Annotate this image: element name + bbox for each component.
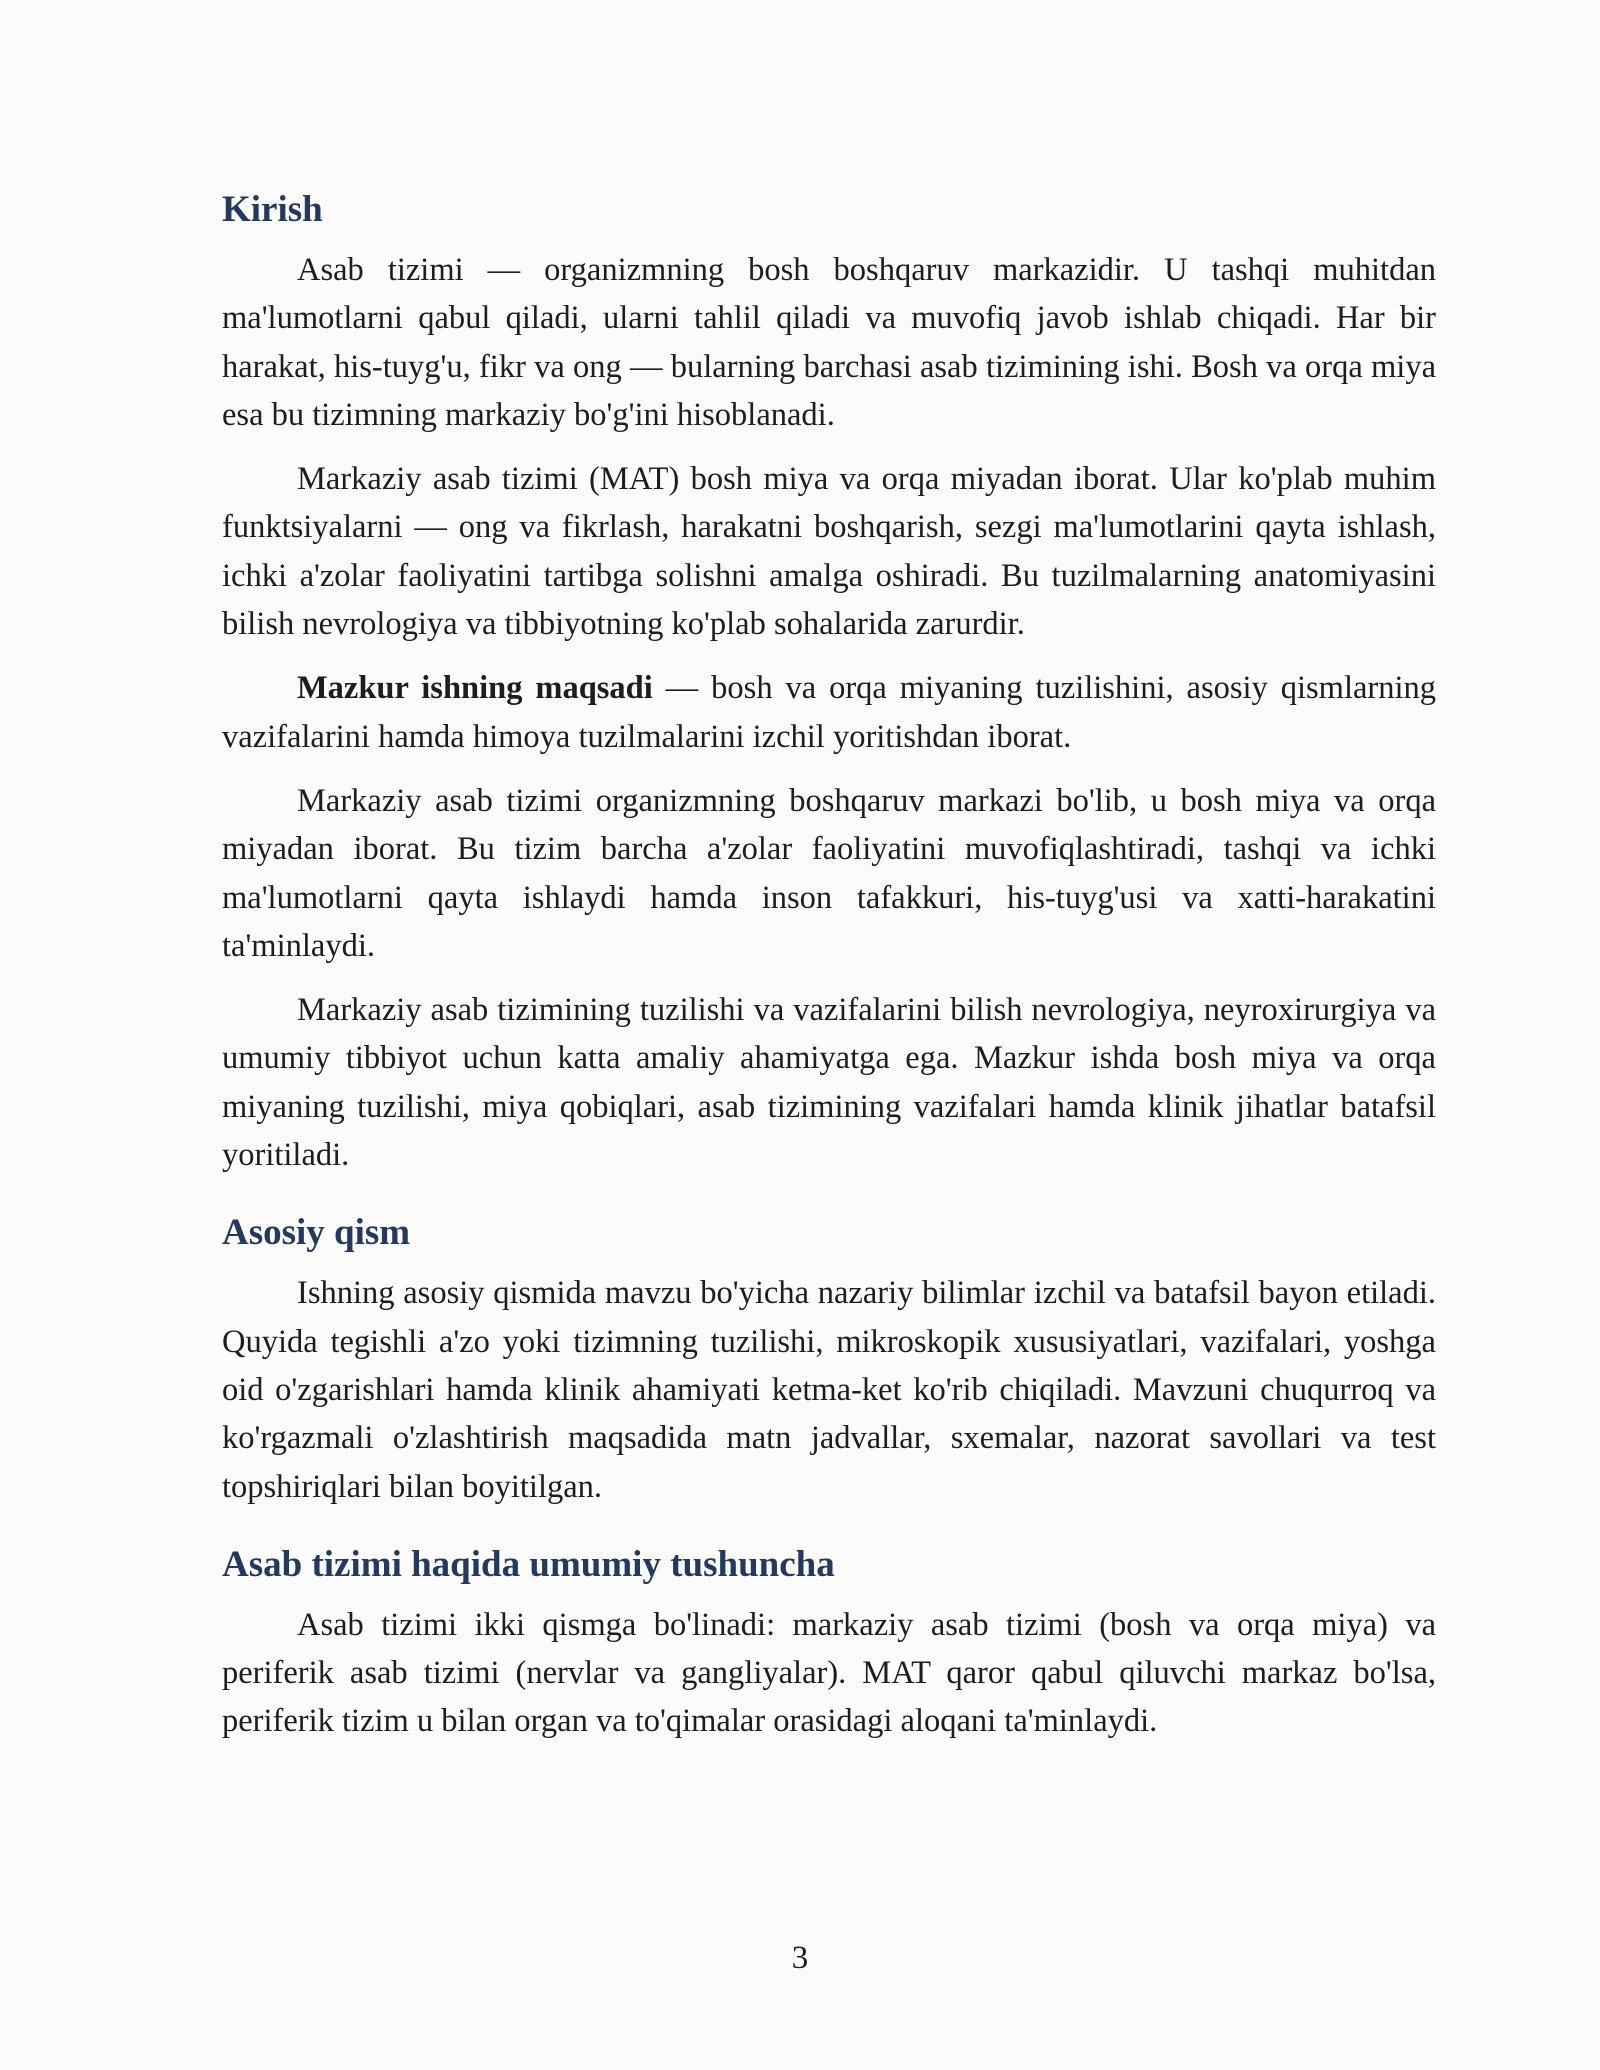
paragraph-main-1: Ishning asosiy qismida mavzu bo'yicha nazariy bilimlar izchil va batafsil bayon etiladi. Quyida tegishli a'zo yoki tizimning tuzilishi, mikroskopik xususiyatlari, vazifalari, yoshga oid o'zgarishlari hamda klinik ahamiyati ketma-ket ko'rib chiqiladi. Mavzuni chuqurroq va ko'rgazmali o'zlashtirish maqsadida matn jadvallar, sxemalar, nazorat savollari va test topshiriqlari bilan boyitilgan. (222, 1275, 1436, 1505)
paragraph-intro-4: Markaziy asab tizimining tuzilishi va vazifalarini bilish nevrologiya, neyroxirurgiya va umumiy tibbiyot uchun katta amaliy ahamiyatga ega. Mazkur ishda bosh miya va orqa miyaning tuzilishi, miya qobiqlari, asab tizimining vazifalari hamda klinik jihatlar batafsil yoritiladi. (222, 992, 1436, 1174)
heading-kirish: Kirish (222, 189, 323, 230)
paragraph-intro-3: Markaziy asab tizimi organizmning boshqaruv markazi bo'lib, u bosh miya va orqa miyadan iborat. Bu tizim barcha a'zolar faoliyatini muvofiqlashtiradi, tashqi va ichki ma'lumotlarni qayta ishlaydi hamda inson tafakkuri, his-tuyg'usi va xatti-harakatini ta'minlaydi. (222, 782, 1436, 964)
page-content (222, 186, 1436, 1762)
aim-lead: Mazkur ishning maqsadi (297, 670, 653, 707)
paragraph-general-1: Asab tizimi ikki qismga bo'linadi: markaziy asab tizimi (bosh va orqa miya) va periferik asab tizimi (nervlar va gangliyalar). MAT qaror qabul qiluvchi markaz bo'lsa, periferik tizim u bilan organ va to'qimalar orasidagi aloqani ta'minlaydi. (222, 1606, 1436, 1740)
paragraph-aim (222, 664, 1436, 761)
heading-asosiy-qism: Asosiy qism (222, 1212, 411, 1254)
paragraph-intro-2: Markaziy asab tizimi (MAT) bosh miya va orqa miyadan iborat. Ular ko'plab muhim funktsiyalarni — ong va fikrlash, harakatni boshqarish, sezgi ma'lumotlarini qayta ishlash, ichki a'zolar faoliyatini tartibga solishni amalga oshiradi. Bu tuzilmalarning anatomiyasini bilish nevrologiya va tibbiyotning ko'plab sohalarida zarurdir. (222, 461, 1436, 643)
aim-text: — bosh va orqa miyaning tuzilishini, asosiy qismlarning vazifalarini hamda himoya tuzilmalarini izchil yoritishdan iborat. (222, 670, 1436, 755)
paragraph-intro-1: Asab tizimi — organizmning bosh boshqaruv markazidir. U tashqi muhitdan ma'lumotlarni qabul qiladi, ularni tahlil qiladi va muvofiq javob ishlab chiqadi. Har bir harakat, his-tuyg'u, fikr va ong — bularning barchasi asab tizimining ishi. Bosh va orqa miya esa bu tizimning markaziy bo'g'ini hisoblanadi. (222, 252, 1436, 433)
page-number: 3 (791, 1940, 809, 1976)
heading-umumiy-tushuncha: Asab tizimi haqida umumiy tushuncha (222, 1543, 835, 1585)
